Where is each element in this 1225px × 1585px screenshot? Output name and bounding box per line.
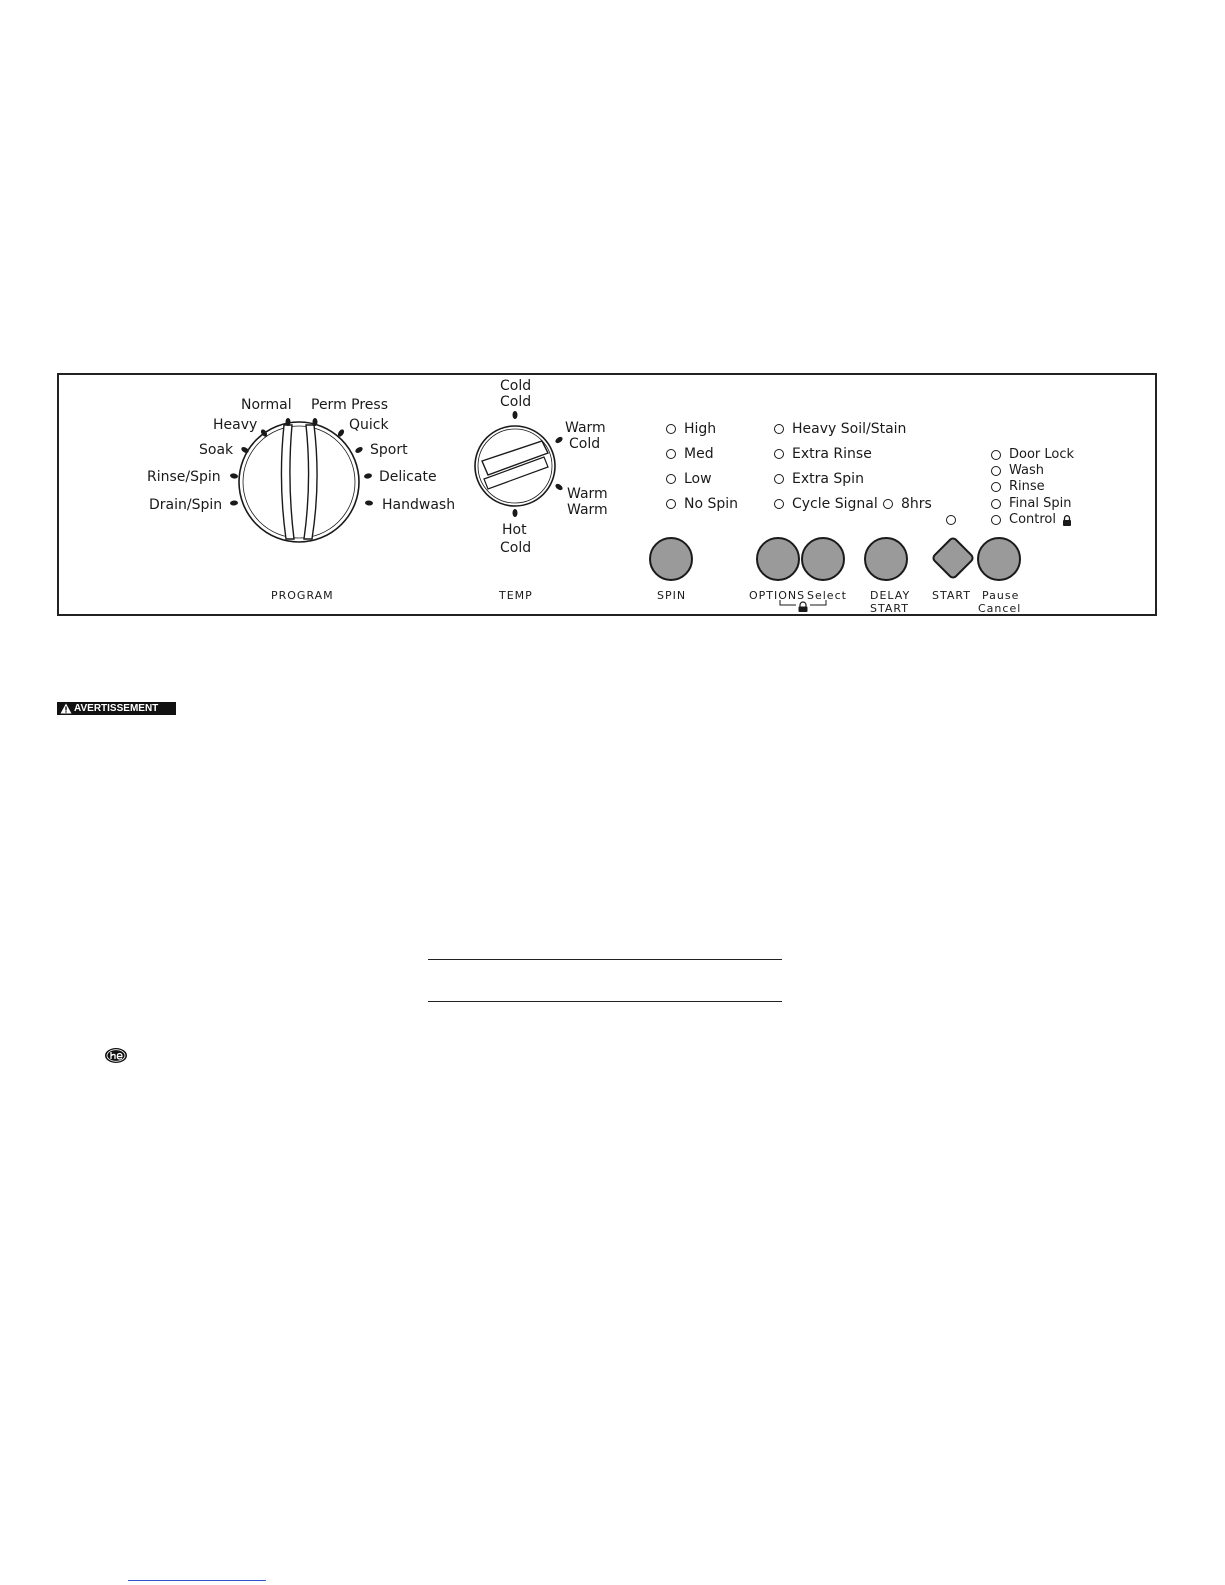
program-tick: [260, 428, 269, 437]
delay-start-button[interactable]: [864, 537, 908, 581]
program-option-soak[interactable]: Soak: [199, 442, 234, 458]
spin-button[interactable]: [649, 537, 693, 581]
program-tick: [365, 500, 373, 506]
program-option-quick[interactable]: Quick: [349, 417, 389, 433]
led-indicator: [774, 449, 784, 459]
temp-tick: [513, 411, 518, 419]
temp-tick: [554, 483, 563, 492]
program-tick: [240, 446, 249, 454]
program-option-handwash[interactable]: Handwash: [382, 497, 456, 513]
warning-triangle-icon: [60, 703, 72, 714]
temp-tick: [554, 436, 563, 445]
spin-level-label: Med: [684, 446, 714, 462]
program-tick: [313, 418, 318, 426]
led-indicator: [991, 499, 1001, 509]
cancel-label: Cancel: [978, 602, 1022, 615]
temp-warm-warm-line1[interactable]: Warm: [567, 486, 608, 502]
led-indicator: [774, 499, 784, 509]
program-option-delicate[interactable]: Delicate: [379, 469, 437, 485]
delay-start-label-line1: DELAY: [870, 589, 911, 602]
option-label: Extra Rinse: [792, 446, 872, 462]
control-lock-bracket-icon: [779, 600, 827, 612]
option-label: Extra Spin: [792, 471, 864, 487]
led-indicator: [666, 499, 676, 509]
status-label: Rinse: [1009, 479, 1045, 494]
status-label: Door Lock: [1009, 447, 1075, 462]
select-label: Select: [807, 589, 847, 602]
program-option-drain-spin[interactable]: Drain/Spin: [149, 497, 223, 513]
temp-warm-cold-line2[interactable]: Cold: [569, 436, 601, 452]
program-ticks: [59, 375, 479, 575]
program-option-normal[interactable]: Normal: [241, 397, 292, 413]
program-section-label: PROGRAM: [271, 589, 334, 602]
start-label: START: [932, 589, 971, 602]
pause-label: Pause: [982, 589, 1020, 602]
program-tick: [230, 500, 238, 506]
warning-badge: [57, 702, 176, 715]
control-panel: [57, 373, 1157, 616]
divider-rule: [428, 959, 782, 960]
program-tick: [354, 446, 363, 454]
he-logo-icon: [104, 1047, 128, 1064]
led-indicator: [774, 424, 784, 434]
led-indicator: [774, 474, 784, 484]
start-indicator-led: [946, 515, 956, 525]
program-tick: [286, 418, 291, 426]
led-indicator: [883, 499, 893, 509]
status-label: Final Spin: [1009, 496, 1072, 511]
spin-level-label: High: [684, 421, 717, 437]
spin-section-label: SPIN: [657, 589, 687, 602]
start-button[interactable]: [928, 533, 978, 583]
led-indicator: [666, 474, 676, 484]
temp-hot-cold-line2[interactable]: Cold: [500, 540, 532, 556]
options-button[interactable]: [756, 537, 800, 581]
led-indicator: [991, 482, 1001, 492]
delay-start-label-line2: START: [870, 602, 909, 615]
spin-level-label: Low: [684, 471, 712, 487]
program-tick: [364, 473, 373, 479]
temp-warm-warm-line2[interactable]: Warm: [567, 502, 608, 518]
temp-tick: [513, 509, 518, 517]
temp-ticks: [489, 405, 569, 535]
program-tick: [337, 428, 346, 437]
led-indicator: [991, 466, 1001, 476]
led-indicator: [666, 424, 676, 434]
pause-cancel-button[interactable]: [977, 537, 1021, 581]
spin-level-label: No Spin: [684, 496, 739, 512]
option-label: Cycle Signal: [792, 496, 878, 512]
option-label: Heavy Soil/Stain: [792, 421, 907, 437]
program-option-rinse-spin[interactable]: Rinse/Spin: [147, 469, 221, 485]
select-button[interactable]: [801, 537, 845, 581]
lock-icon: [1062, 515, 1072, 526]
delay-8hrs-label: 8hrs: [901, 496, 932, 512]
temp-hot-cold-line1[interactable]: Hot: [502, 522, 527, 538]
options-label: OPTIONS: [749, 589, 806, 602]
program-option-heavy[interactable]: Heavy: [213, 417, 258, 433]
temp-section-label: TEMP: [499, 589, 533, 602]
warning-label: AVERTISSEMENT: [74, 703, 159, 714]
temp-cold-cold-line1[interactable]: Cold: [500, 378, 532, 394]
program-option-perm-press[interactable]: Perm Press: [311, 397, 388, 413]
temp-cold-cold-line2[interactable]: Cold: [500, 394, 532, 410]
status-label: Wash: [1009, 463, 1045, 478]
led-indicator: [991, 450, 1001, 460]
led-indicator: [666, 449, 676, 459]
program-option-sport[interactable]: Sport: [370, 442, 408, 458]
temp-warm-cold-line1[interactable]: Warm: [565, 420, 606, 436]
program-tick: [230, 473, 239, 479]
led-indicator: [991, 515, 1001, 525]
footnote-rule: [128, 1580, 266, 1581]
divider-rule: [428, 1001, 782, 1002]
status-label: Control: [1009, 512, 1056, 527]
